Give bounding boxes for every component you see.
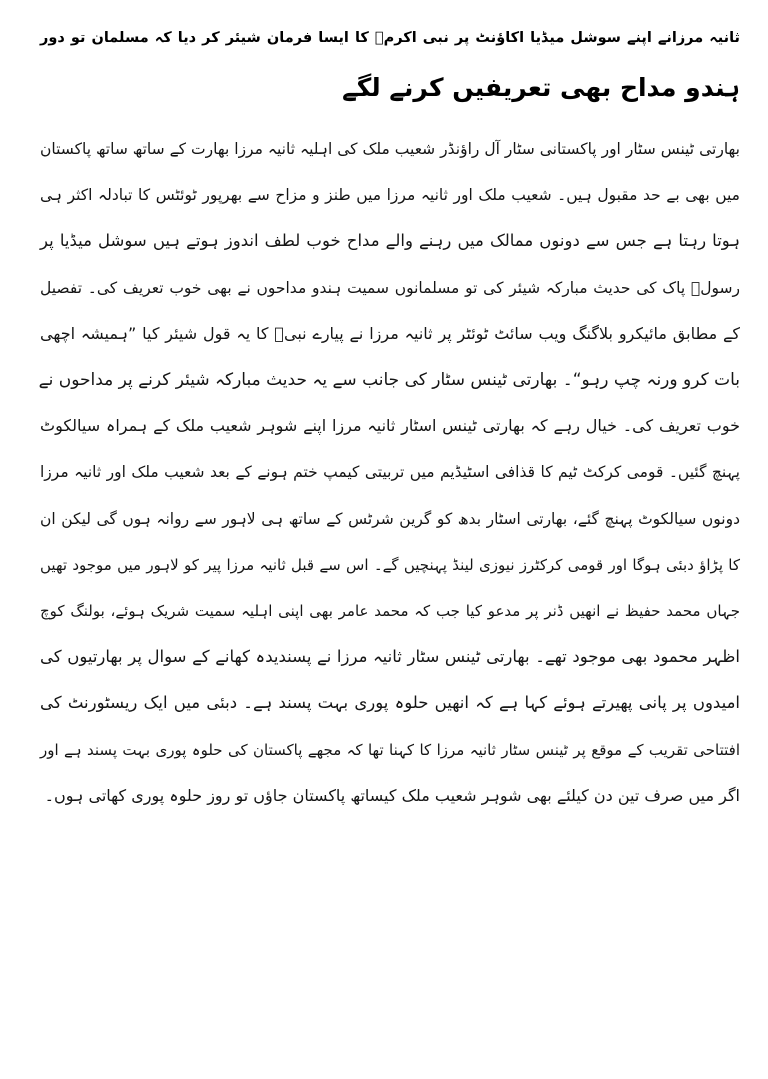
body-line: بھارتی ٹینس سٹار اور پاکستانی سٹار آل راؤنڈر شعیب ملک کی اہلیہ ثانیہ مرزا بھارت کے ساتھ ساتھ پاکستان <box>40 140 740 158</box>
headline-line: ثانیہ مرزانے اپنے سوشل میڈیا اکاؤنٹ پر نبی اکرمؐ کا ایسا فرمان شیئر کر دیا کہ مسلمان تو دور <box>40 30 740 46</box>
news-article <box>40 14 740 819</box>
body-line: بات کرو ورنہ چپ رہو“۔ بھارتی ٹینس سٹار کی جانب سے یہ حدیث مبارکہ شیئر کرنے پر مداحوں نے <box>38 370 740 391</box>
body-line: اگر میں صرف تین دن کیلئے بھی شوہر شعیب ملک کیساتھ پاکستان جاؤں تو روز حلوہ پوری کھاتی ہوں۔ <box>44 785 740 805</box>
body-line: افتتاحی تقریب کے موقع پر ٹینس سٹار ثانیہ مرزا کا کہنا تھا کہ مجھے پاکستان کی حلوہ پوری بہت پسند ہے اور <box>40 740 740 759</box>
body-line: امیدوں پر پانی پھیرتے ہوئے کہا ہے کہ انھیں حلوہ پوری بہت پسند ہے۔ دبئی میں ایک ریسٹورنٹ کی <box>40 693 740 713</box>
article-headline <box>40 14 740 112</box>
body-line: ہوتا رہتا ہے جس سے دونوں ممالک میں رہنے والے مداح خوب لطف اندوز ہوتے ہیں سوشل میڈیا پر <box>40 231 740 251</box>
article-body <box>40 126 740 819</box>
body-line: کا پڑاؤ دبئی ہوگا اور قومی کرکٹرز نیوزی لینڈ پہنچیں گے۔ اس سے قبل ثانیہ مرزا پیر کو لاہور میں موجود تھیں <box>40 555 740 574</box>
body-line: خوب تعریف کی۔ خیال رہے کہ بھارتی ٹینس اسٹار ثانیہ مرزا اپنے شوہر شعیب ملک کے ہمراہ سیالکوٹ <box>40 416 740 436</box>
headline-line: ہندو مداح بھی تعریفیں کرنے لگے <box>342 73 740 102</box>
body-line: اظہر محمود بھی موجود تھے۔ بھارتی ٹینس سٹار ثانیہ مرزا نے پسندیدہ کھانے کے سوال پر بھارتیوں کی <box>40 647 740 667</box>
body-line: جہاں محمد حفیظ نے انھیں ڈنر پر مدعو کیا جب کہ محمد عامر بھی اپنی اہلیہ سمیت شریک ہوئے، بولنگ کوچ <box>40 602 740 621</box>
body-line: دونوں سیالکوٹ پہنچ گئے، بھارتی اسٹار بدھ کو گرین شرٹس کے ساتھ ہی لاہور سے روانہ ہوں گی لیکن ان <box>40 509 740 528</box>
body-line: رسولؐ پاک کی حدیث مبارکہ شیئر کی تو مسلمانوں سمیت ہندو مداحوں نے بھی خوب تعریف کی۔ تفصیل <box>40 278 740 297</box>
body-line: کے مطابق مائیکرو بلاگنگ ویب سائٹ ٹوئٹر پر ثانیہ مرزا نے پیارے نبیؐ کا یہ قول شیئر کیا ”ہمیشہ اچھی <box>40 323 740 343</box>
body-line: پہنچ گئیں۔ قومی کرکٹ ٹیم کا قذافی اسٹیڈیم میں تربیتی کیمپ ختم ہونے کے بعد شعیب ملک اور ثانیہ مرزا <box>40 463 740 482</box>
body-line: میں بھی بے حد مقبول ہیں۔ شعیب ملک اور ثانیہ مرزا میں طنز و مزاح سے بھرپور ٹوئٹس کا تبادلہ اکثر ہی <box>40 186 740 205</box>
